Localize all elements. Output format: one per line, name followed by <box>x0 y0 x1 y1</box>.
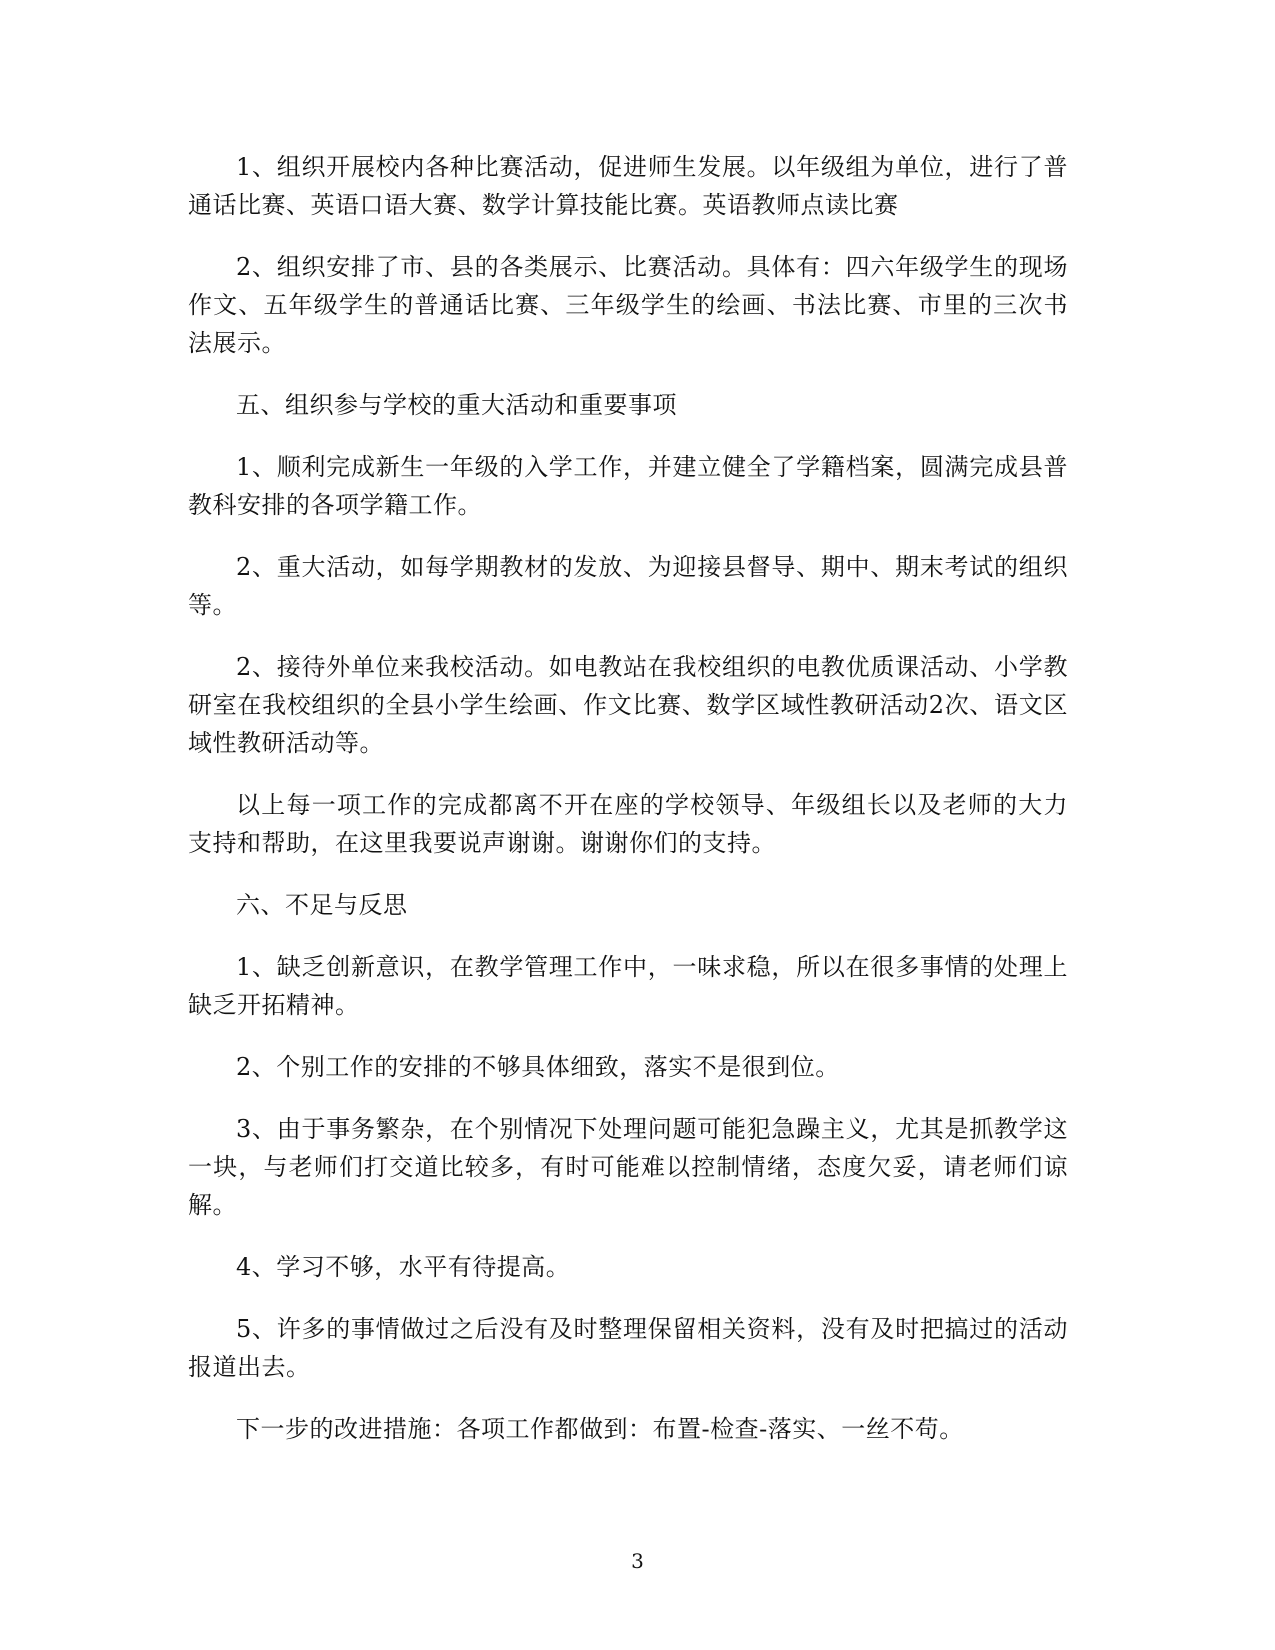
paragraph: 3、由于事务繁杂，在个别情况下处理问题可能犯急躁主义，尤其是抓教学这一块，与老师们打交道比较多，有时可能难以控制情绪，态度欠妥，请老师们谅解。 <box>188 1115 1068 1219</box>
paragraph: 1、组织开展校内各种比赛活动，促进师生发展。以年级组为单位，进行了普通话比赛、英语口语大赛、数学计算技能比赛。英语教师点读比赛 <box>188 153 1068 219</box>
paragraph: 1、缺乏创新意识，在教学管理工作中，一味求稳，所以在很多事情的处理上缺乏开拓精神。 <box>188 953 1068 1019</box>
paragraph: 2、个别工作的安排的不够具体细致，落实不是很到位。 <box>236 1053 840 1081</box>
paragraph: 以上每一项工作的完成都离不开在座的学校领导、年级组长以及老师的大力支持和帮助，在这里我要说声谢谢。谢谢你们的支持。 <box>188 791 1068 857</box>
paragraph: 下一步的改进措施：各项工作都做到：布置-检查-落实、一丝不苟。 <box>236 1415 964 1443</box>
paragraph: 2、接待外单位来我校活动。如电教站在我校组织的电教优质课活动、小学教研室在我校组织的全县小学生绘画、作文比赛、数学区域性教研活动2次、语文区域性教研活动等。 <box>188 653 1068 757</box>
paragraph: 5、许多的事情做过之后没有及时整理保留相关资料，没有及时把搞过的活动报道出去。 <box>188 1315 1068 1381</box>
paragraph: 2、重大活动，如每学期教材的发放、为迎接县督导、期中、期末考试的组织等。 <box>188 553 1068 619</box>
section-heading: 五、组织参与学校的重大活动和重要事项 <box>236 391 677 419</box>
paragraph: 4、学习不够，水平有待提高。 <box>236 1253 571 1281</box>
document-body <box>188 148 1068 1472</box>
page-number: 3 <box>631 1549 644 1573</box>
paragraph: 2、组织安排了市、县的各类展示、比赛活动。具体有：四六年级学生的现场作文、五年级学生的普通话比赛、三年级学生的绘画、书法比赛、市里的三次书法展示。 <box>188 253 1068 357</box>
section-heading: 六、不足与反思 <box>236 891 408 919</box>
paragraph: 1、顺利完成新生一年级的入学工作，并建立健全了学籍档案，圆满完成县普教科安排的各项学籍工作。 <box>188 453 1068 519</box>
